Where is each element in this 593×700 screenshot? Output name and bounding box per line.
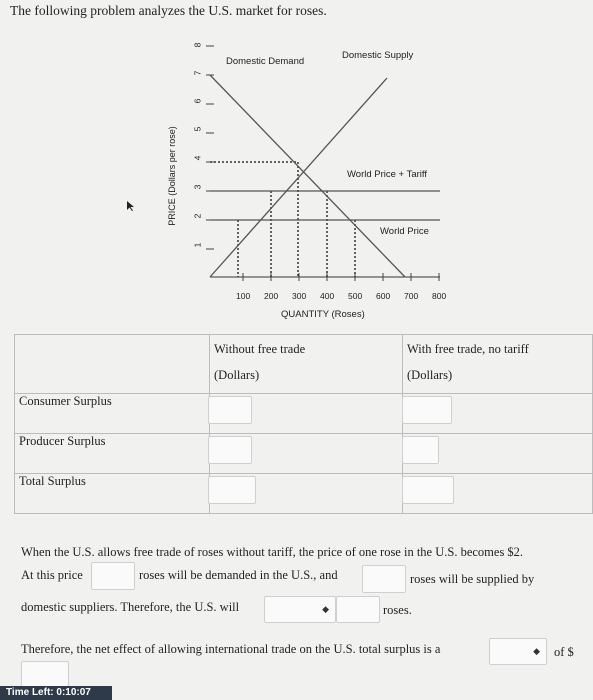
world-price-label: World Price xyxy=(380,226,429,237)
row-label-total-surplus: Total Surplus xyxy=(15,474,210,514)
trade-quantity-input[interactable] xyxy=(336,596,380,623)
quantity-demanded-input[interactable] xyxy=(91,562,135,590)
gain-loss-dropdown[interactable] xyxy=(489,638,547,665)
text-therefore-will: domestic suppliers. Therefore, the U.S. will xyxy=(21,600,240,614)
ts-without-input[interactable] xyxy=(208,476,256,504)
x-tick: 700 xyxy=(404,291,419,301)
text-net-effect: Therefore, the net effect of allowing international trade on the U.S. total surplus is a xyxy=(21,642,441,656)
problem-title: The following problem analyzes the U.S. market for roses. xyxy=(10,3,327,18)
y-tick: 2 xyxy=(192,213,203,219)
y-tick: 6 xyxy=(192,98,203,104)
header-without-trade: Without free trade (Dollars) xyxy=(210,335,403,394)
x-tick: 200 xyxy=(264,291,279,301)
demand-label: Domestic Demand xyxy=(226,56,305,67)
timer-bar: Time Left: 0:10:07 xyxy=(0,686,112,700)
dropdown-arrows-icon: ◆ xyxy=(322,604,329,615)
cursor-icon xyxy=(126,200,136,212)
surplus-table xyxy=(14,334,593,514)
ps-without-input[interactable] xyxy=(208,436,252,464)
y-tick: 8 xyxy=(192,42,203,48)
x-tick: 500 xyxy=(348,291,363,301)
text-supplied: roses will be supplied by xyxy=(410,572,535,586)
ts-with-input[interactable] xyxy=(402,476,454,504)
cs-without-input[interactable] xyxy=(208,396,252,424)
x-tick: 100 xyxy=(236,291,251,301)
header-with-trade: With free trade, no tariff (Dollars) xyxy=(403,335,593,394)
x-axis-label: QUANTITY (Roses) xyxy=(281,309,365,320)
import-export-dropdown[interactable] xyxy=(264,596,336,623)
text-of-dollar: of $ xyxy=(554,645,574,659)
dropdown-arrows-icon: ◆ xyxy=(533,646,540,657)
x-tick: 300 xyxy=(292,291,307,301)
y-tick: 7 xyxy=(192,70,203,76)
chart-svg xyxy=(200,40,460,290)
table-header-empty xyxy=(15,335,210,394)
supply-label: Domestic Supply xyxy=(342,50,414,61)
text-at-this-price: At this price xyxy=(21,568,83,582)
cs-with-input[interactable] xyxy=(402,396,452,424)
ps-with-input[interactable] xyxy=(402,436,439,464)
row-label-producer-surplus: Producer Surplus xyxy=(15,434,210,474)
quantity-supplied-input[interactable] xyxy=(362,565,406,593)
y-axis-label: PRICE (Dollars per rose) xyxy=(167,126,177,226)
world-price-tariff-label: World Price + Tariff xyxy=(347,169,427,180)
y-tick: 3 xyxy=(192,184,203,190)
y-tick: 5 xyxy=(192,126,203,132)
y-tick: 4 xyxy=(192,155,203,161)
y-tick: 1 xyxy=(192,242,203,248)
text-demanded: roses will be demanded in the U.S., and xyxy=(139,568,338,582)
x-tick: 600 xyxy=(376,291,391,301)
paragraph-free-trade: When the U.S. allows free trade of roses without tariff, the price of one rose in the U.S. becomes $2. xyxy=(21,545,524,559)
row-label-consumer-surplus: Consumer Surplus xyxy=(15,394,210,434)
x-tick: 800 xyxy=(432,291,447,301)
x-tick: 400 xyxy=(320,291,335,301)
net-effect-input[interactable] xyxy=(21,661,69,687)
text-roses: roses. xyxy=(383,603,412,617)
